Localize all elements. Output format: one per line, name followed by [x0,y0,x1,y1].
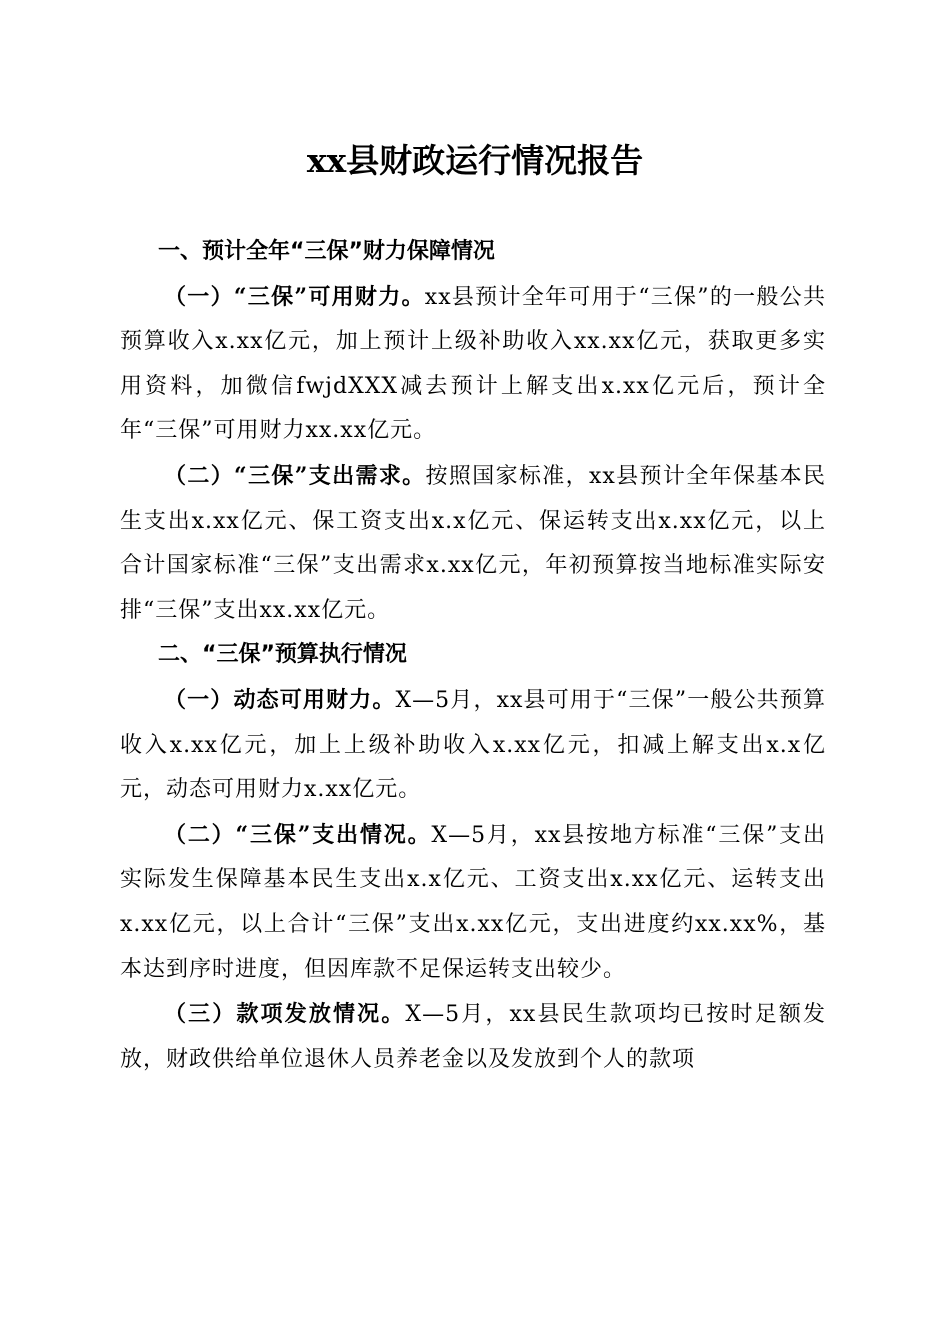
paragraph [120,275,826,454]
paragraph-text: X—5月，xx县民生款项均已按时足额发放，财政供给单位退休人员养老金以及发放到个人的款项 [120,1002,826,1072]
document-title: xx县财政运行情况报告 [306,141,644,180]
paragraph-text: X—5月，xx县可用于“三保”一般公共预算收入x.xx亿元，加上上级补助收入x.xx亿元，扣减上解支出x.x亿元，动态可用财力x.xx亿元。 [120,687,826,803]
paragraph [120,813,826,992]
section-heading: 一、预计全年“三保”财力保障情况 [158,239,495,264]
paragraph-lead: （一）动态可用财力。 [164,686,396,713]
paragraph [120,992,826,1082]
paragraph-text: X—5月，xx县按地方标准“三保”支出实际发生保障基本民生支出x.x亿元、工资支出x.xx亿元、运转支出x.xx亿元，以上合计“三保”支出x.xx亿元，支出进度约xx.xx%，基本达到序时进度，但因库款不足保运转支出较少。 [120,822,827,982]
paragraph-lead: （二）“三保”支出需求。 [164,462,426,489]
document-body [120,230,826,1082]
paragraph-lead: （一）“三保”可用财力。 [164,283,425,310]
paragraph-text: 按照国家标准，xx县预计全年保基本民生支出x.xx亿元、保工资支出x.x亿元、保运转支出x.xx亿元，以上合计国家标准“三保”支出需求x.xx亿元，年初预算按当地标准实际安排“三保”支出xx.xx亿元。 [120,463,826,623]
paragraph [120,454,826,633]
paragraph-text: xx县预计全年可用于“三保”的一般公共预算收入x.xx亿元，加上预计上级补助收入xx.xx亿元，获取更多实用资料，加微信fwjdXXX减去预计上解支出x.xx亿元后，预计全年“三保”可用财力xx.xx亿元。 [120,284,827,444]
paragraph-lead: （二）“三保”支出情况。 [164,821,432,848]
section-heading: 二、“三保”预算执行情况 [158,642,407,668]
paragraph-lead: （三）款项发放情况。 [164,1001,406,1028]
paragraph [120,678,826,813]
